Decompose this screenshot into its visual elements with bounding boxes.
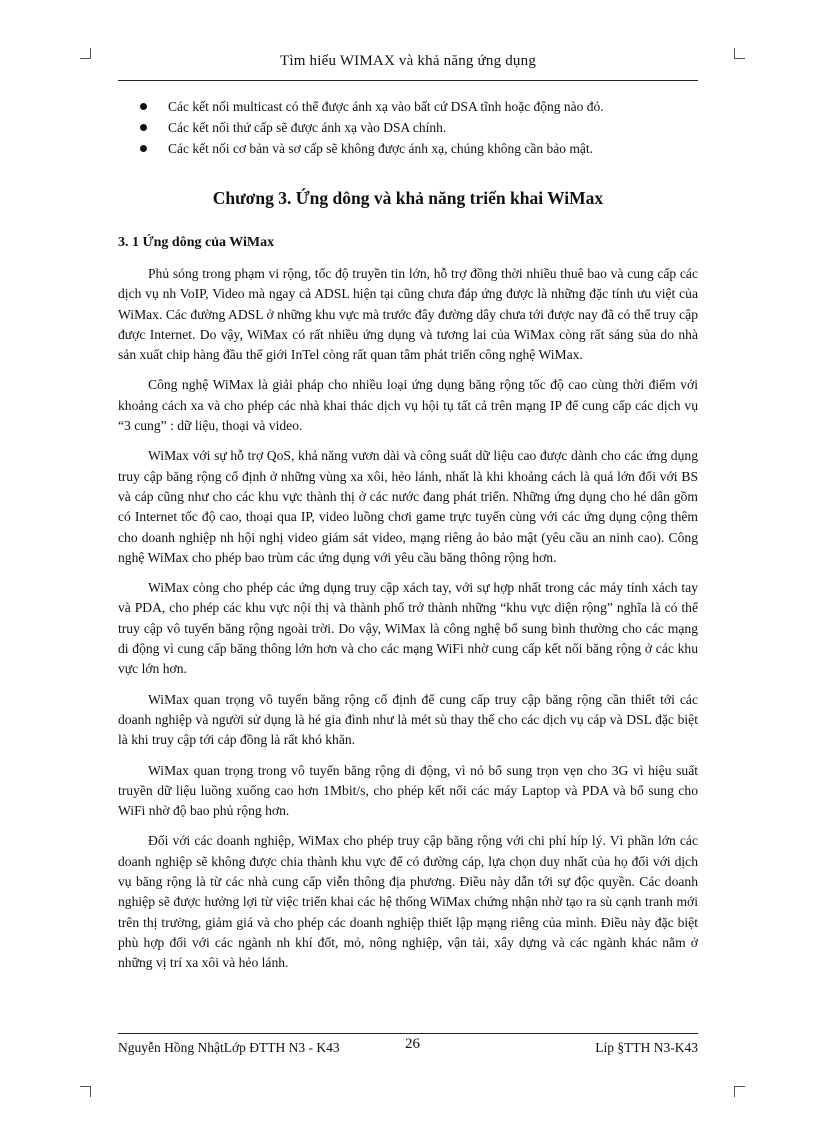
running-header: Tìm hiểu WIMAX và khả năng ứng dụng bbox=[279, 53, 537, 69]
bullet-icon bbox=[140, 103, 147, 110]
paragraph: WiMax quan trọng trong vô tuyến băng rộng di động, vì nó bổ sung trọn vẹn cho 3G vì hiệu suất truyền dữ liệu luồng xuống cao hơn 1Mbit/s, cho phép kết nối các máy Laptop và PDA và bổ sung cho WiFi nhờ độ bao phủ rộng hơn. bbox=[118, 762, 698, 819]
list-item: Các kết nối multicast có thể được ánh xạ vào bất cứ DSA tĩnh hoặc động nào đó. bbox=[140, 96, 710, 117]
crop-mark-bottom-right bbox=[734, 1086, 745, 1097]
paragraph: Đối với các doanh nghiệp, WiMax cho phép truy cập băng rộng với chi phí híp lý. Vì phần lớn các doanh nghiệp sẽ không được chia thành khu vực để có đường cáp, lựa chọn duy nhất của họ đối với dịch vụ băng rộng là từ các nhà cung cấp viễn thông địa phương. Điều này dẫn tới sự độc quyền. Các doanh nghiệp sẽ được hưởng lợi từ việc triển khai các hệ thống WiMax chứng nhận nhờ tạo ra sù cạnh tranh mới trên thị trường, giảm giá và cho phép các doanh nghiệp thiết lập mạng riêng của mình. Điều này đặc biệt phù hợp đối với các ngành nh khí đốt, mỏ, nông nghiệp, vận tải, xây dựng và các ngành khác nằm ở những vị trí xa xôi và hẻo lánh. bbox=[118, 833, 698, 971]
footer-class: Líp §TTH N3-K43 bbox=[595, 1040, 698, 1055]
header-rule bbox=[118, 80, 698, 81]
list-item: Các kết nối thứ cấp sẽ được ánh xạ vào DSA chính. bbox=[140, 117, 710, 138]
page-number: 26 bbox=[405, 1036, 420, 1052]
paragraph: Phủ sóng trong phạm vi rộng, tốc độ truyền tin lớn, hỗ trợ đồng thời nhiều thuê bao và cung cấp các dịch vụ nh VoIP, Video mà ngay cả ADSL hiện tại cũng chưa đáp ứng được là những đặc tính ưu việt của WiMax. Các đường ADSL ở những khu vực mà trước đây đường dây chưa tới được nay đã có thể truy cập được Internet. Do vậy, WiMax có rất nhiều ứng dụng và tương lai của WiMax còng rất sáng sủa do nhà sản xuất chip hàng đầu thế giới InTel còng rất quan tâm phát triển công nghệ WiMax. bbox=[118, 266, 698, 363]
list-item: Các kết nối cơ bản và sơ cấp sẽ không được ánh xạ, chúng không cần bảo mật. bbox=[140, 138, 710, 159]
footer-author: Nguyễn Hồng NhậtLớp ĐTTH N3 - K43 bbox=[118, 1040, 340, 1055]
paragraph: WiMax quan trọng vô tuyến băng rộng cố định để cung cấp truy cập băng rộng cần thiết tới các doanh nghiệp và người sử dụng là hé gia đình như là mét sù thay thế cho các dịch vụ cáp và DSL đặc biệt là khi truy cập tới cáp đồng là rất khó khăn. bbox=[118, 691, 698, 748]
chapter-title: Chương 3. Ứng dông và khả năng triển khai WiMax bbox=[212, 188, 604, 208]
bullet-icon bbox=[140, 145, 147, 152]
section-title: 3. 1 Ứng dông của WiMax bbox=[118, 235, 275, 250]
footer-rule bbox=[118, 1033, 698, 1034]
paragraph: Công nghệ WiMax là giải pháp cho nhiều loại ứng dụng băng rộng tốc độ cao cùng thời điểm với khoảng cách xa và cho phép các nhà khai thác dịch vụ hội tụ tất cả trên mạng IP để cung cấp các dịch vụ “3 cung” : dữ liệu, thoại và video. bbox=[118, 377, 698, 434]
paragraph: WiMax còng cho phép các ứng dụng truy cập xách tay, với sự hợp nhất trong các máy tính xách tay và PDA, cho phép các khu vực nội thị và thành phố trở thành những “khu vực diện rộng” nghĩa là có thể truy cập vô tuyến băng rộng ngoài trời. Do vậy, WiMax là công nghệ bổ sung bình thường cho các mạng di động vì cung cấp băng thông lớn hơn và cho các mạng WiFi nhờ cung cấp kết nối băng rộng ở các khu vực lớn hơn. bbox=[118, 580, 698, 677]
body-text bbox=[118, 264, 698, 984]
crop-mark-bottom-left bbox=[80, 1086, 91, 1097]
bullet-list bbox=[140, 96, 710, 159]
bullet-icon bbox=[140, 124, 147, 131]
paragraph: WiMax với sự hỗ trợ QoS, khả năng vươn dài và công suất dữ liệu cao được dành cho các ứng dụng truy cập băng rộng cố định ở những vùng xa xôi, hẻo lánh, nhất là khi khoảng cách là quá lớn đối với BS và cáp cũng như cho các khu vực thành thị ở các nước đang phát triển. Những ứng dụng cho hé dân gồm có Internet tốc độ cao, thoại qua IP, video luồng chơi game trực tuyến cùng với các ứng dụng cộng thêm cho doanh nghiệp nh hội nghị video giám sát video, mạng riêng ảo bảo mật (yêu cầu an ninh cao). Công nghệ WiMax cho phép bao trùm các ứng dụng với yêu cầu băng thông rộng hơn. bbox=[118, 448, 698, 565]
